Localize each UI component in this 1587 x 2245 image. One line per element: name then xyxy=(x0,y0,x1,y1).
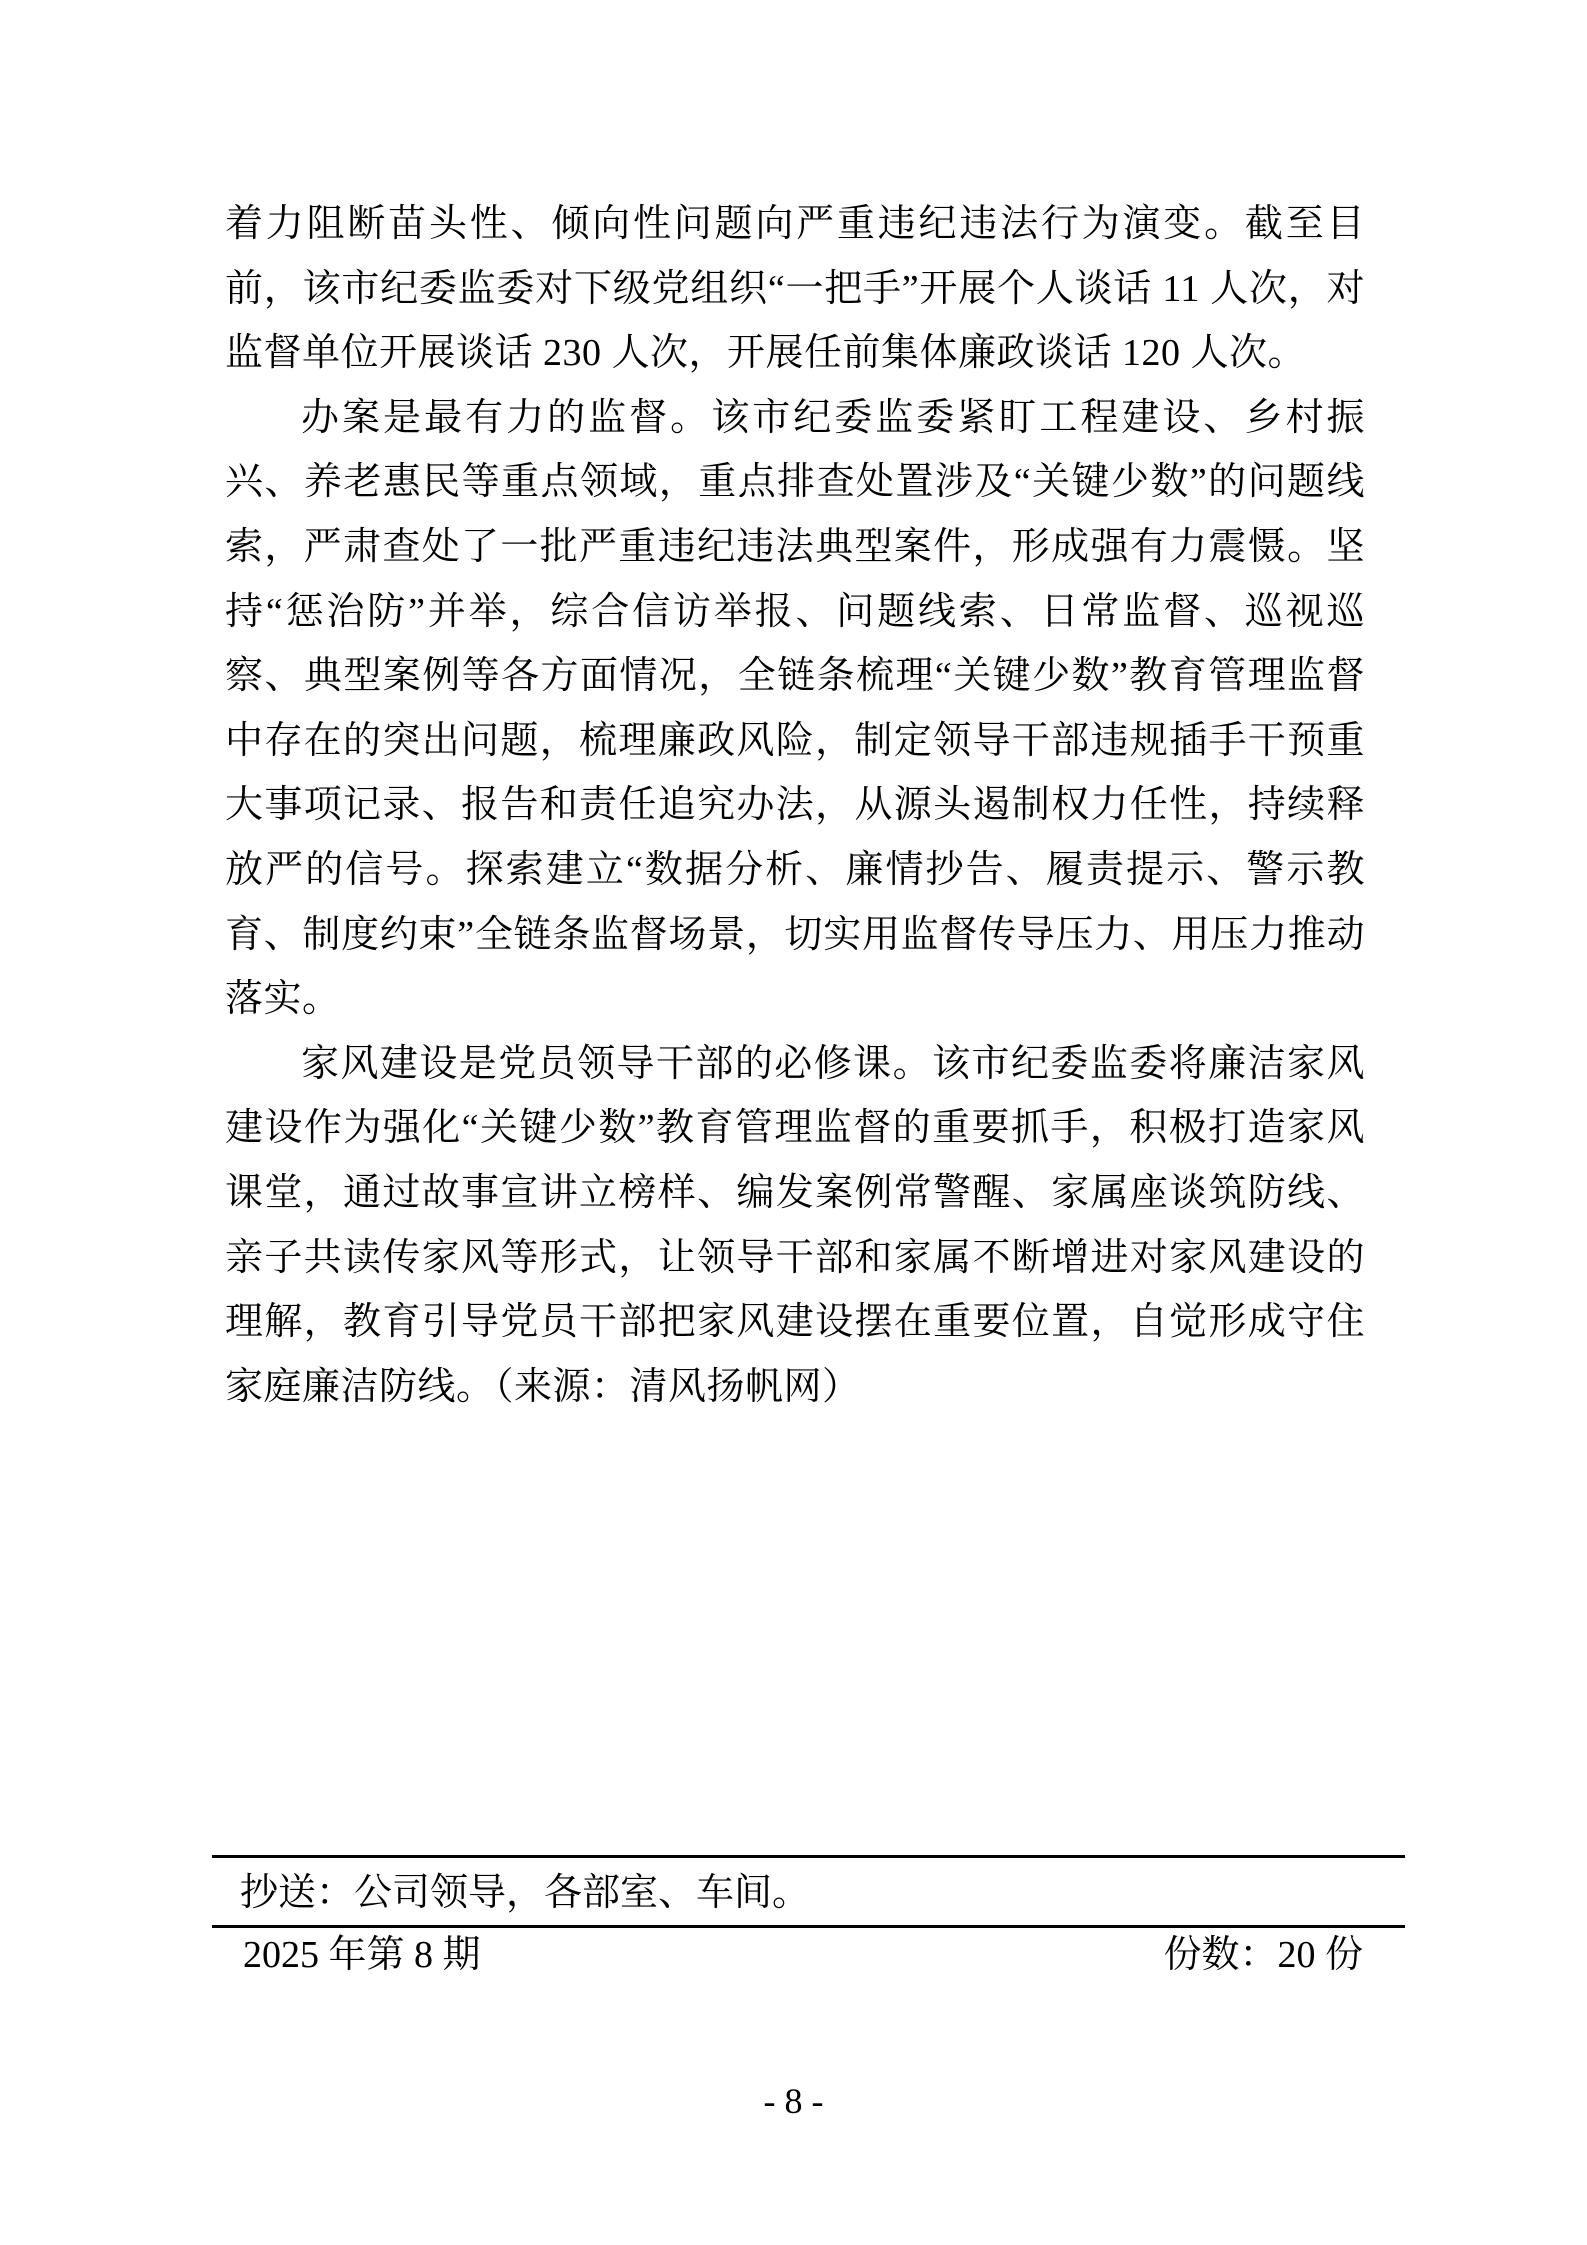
cc-distribution-line: 抄送：公司领导，各部室、车间。 xyxy=(240,1872,811,1914)
footer-divider-top xyxy=(212,1855,1405,1858)
paragraph-case-handling: 办案是最有力的监督。该市纪委监委紧盯工程建设、乡村振兴、养老惠民等重点领域，重点排查处置涉及“关键少数”的问题线索，严肃查处了一批严重违纪违法典型案件，形成强有力震慑。坚持“惩治防”并举，综合信访举报、问题线索、日常监督、巡视巡察、典型案例等各方面情况，全链条梳理“关键少数”教育管理监督中存在的突出问题，梳理廉政风险，制定领导干部违规插手干预重大事项记录、报告和责任追究办法，从源头遏制权力任性，持续释放严的信号。探索建立“数据分析、廉情抄告、履责提示、警示教育、制度约束”全链条监督场景，切实用监督传导压力、用压力推动落实。 xyxy=(225,396,1365,1021)
paragraph-family-tradition: 家风建设是党员领导干部的必修课。该市纪委监委将廉洁家风建设作为强化“关键少数”教育管理监督的重要抓手，积极打造家风课堂，通过故事宣讲立榜样、编发案例常警醒、家属座谈筑防线、亲子共读传家风等形式，让领导干部和家属不断增进对家风建设的理解，教育引导党员干部把家风建设摆在重要位置，自觉形成守住家庭廉洁防线。（来源：清风扬帆网） xyxy=(225,1042,1365,1408)
page-number: - 8 - xyxy=(763,2081,824,2121)
paragraph-continuation: 着力阻断苗头性、倾向性问题向严重违纪违法行为演变。截至目前，该市纪委监委对下级党组织“一把手”开展个人谈话 11 人次，对监督单位开展谈话 230 人次，开展任前集体廉政谈话 120 人次。 xyxy=(225,203,1365,375)
issue-number: 2025 年第 8 期 xyxy=(243,1934,481,1976)
copies-count: 份数：20 份 xyxy=(1163,1934,1363,1976)
footer-divider-bottom xyxy=(212,1925,1405,1928)
document-body xyxy=(225,192,1365,1419)
footer-issue-row xyxy=(243,1932,1363,1978)
